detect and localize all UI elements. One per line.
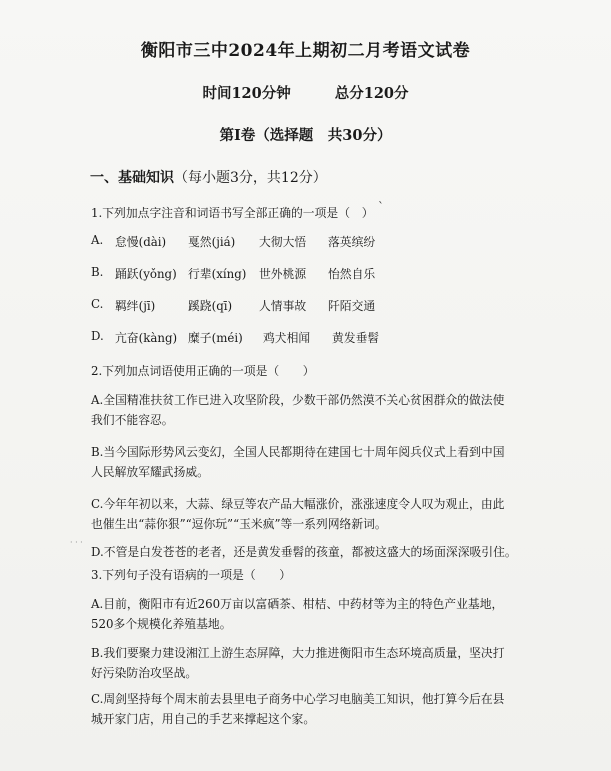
exam-total-score: 总分120分 xyxy=(334,85,409,102)
option-letter: D. xyxy=(91,329,104,343)
option-letter: B. xyxy=(91,265,104,279)
question-2-option-b xyxy=(91,442,553,482)
question-3-option-b xyxy=(91,643,553,683)
option-line: A.全国精准扶贫工作已进入攻坚阶段，少数干部仍然漠不关心贫困群众的做法使 xyxy=(91,393,505,407)
option-line: 520多个规模化养殖基地。 xyxy=(91,617,232,631)
option-item: 羁绊(jī) xyxy=(115,299,156,313)
question-3-option-a xyxy=(91,594,553,634)
option-line: 好污染防治攻坚战。 xyxy=(91,666,198,680)
section-note: （每小题3分，共12分） xyxy=(174,170,327,186)
option-line: 我们不能容忍。 xyxy=(91,413,174,427)
option-item: 人情事故 xyxy=(259,299,307,313)
section-title: 一、基础知识 xyxy=(90,170,174,186)
option-item: 糜子(méi) xyxy=(188,331,243,345)
option-line: D.不管是白发苍苍的老者，还是黄发垂髫的孩童，都被这盛大的场面深深吸引住。 xyxy=(91,545,517,559)
option-item: 踊跃(yǒng) xyxy=(115,267,177,281)
exam-meta xyxy=(0,82,611,103)
option-item: 黄发垂髫 xyxy=(332,331,380,345)
option-line: B.我们要聚力建设湘江上游生态屏障，大力推进衡阳市生态环境高质量，坚决打 xyxy=(91,646,505,660)
question-2-option-d xyxy=(91,542,553,562)
option-item: 大彻大悟 xyxy=(259,235,307,249)
option-item: 亢奋(kàng) xyxy=(115,331,178,345)
pen-mark: ˋ xyxy=(378,200,384,214)
option-letter: A. xyxy=(91,233,104,247)
option-line: B.当今国际形势风云变幻，全国人民都期待在建国七十周年阅兵仪式上看到中国 xyxy=(91,445,505,459)
option-item: 怡然自乐 xyxy=(328,267,376,281)
exam-time: 时间120分钟 xyxy=(202,85,291,102)
question-2-option-a xyxy=(91,390,553,430)
question-2-option-c xyxy=(91,494,553,534)
option-item: 世外桃源 xyxy=(259,267,307,281)
option-line: A.目前，衡阳市有近260万亩以富硒茶、柑桔、中药材等为主的特色产业基地， xyxy=(91,597,504,611)
option-item: 行辈(xíng) xyxy=(188,267,247,281)
question-3-option-c xyxy=(91,689,553,729)
question-1-stem: 1.下列加点字注音和词语书写全部正确的一项是（ ） xyxy=(91,206,374,220)
option-line: 也催生出“蒜你狠”“逗你玩”“玉米疯”等一系列网络新词。 xyxy=(91,517,387,531)
section-heading xyxy=(90,167,327,187)
part-heading: 第Ⅰ卷（选择题 共30分） xyxy=(219,127,392,144)
option-line: 城开家门店，用自己的手艺来撑起这个家。 xyxy=(91,712,316,726)
question-2-stem: 2.下列加点词语使用正确的一项是（ ） xyxy=(91,364,315,378)
option-item: 鸡犬相闻 xyxy=(263,331,311,345)
option-item: 怠慢(dài) xyxy=(115,235,167,249)
scan-smudge: · · · xyxy=(70,538,83,547)
option-line: C.周剑坚持每个周末前去县里电子商务中心学习电脑美工知识，他打算今后在县 xyxy=(91,692,505,706)
option-item: 戛然(jiá) xyxy=(188,235,236,249)
exam-title: 衡阳市三中2024年上期初二月考语文试卷 xyxy=(140,41,471,61)
option-item: 落英缤纷 xyxy=(328,235,376,249)
option-letter: C. xyxy=(91,297,104,311)
option-line: 人民解放军耀武扬威。 xyxy=(91,465,209,479)
question-3-stem: 3.下列句子没有语病的一项是（ ） xyxy=(91,568,292,582)
option-line: C.今年年初以来，大蒜、绿豆等农产品大幅涨价，涨涨速度令人叹为观止，由此 xyxy=(91,497,505,511)
option-item: 蹊跷(qī) xyxy=(188,299,233,313)
option-item: 阡陌交通 xyxy=(328,299,376,313)
